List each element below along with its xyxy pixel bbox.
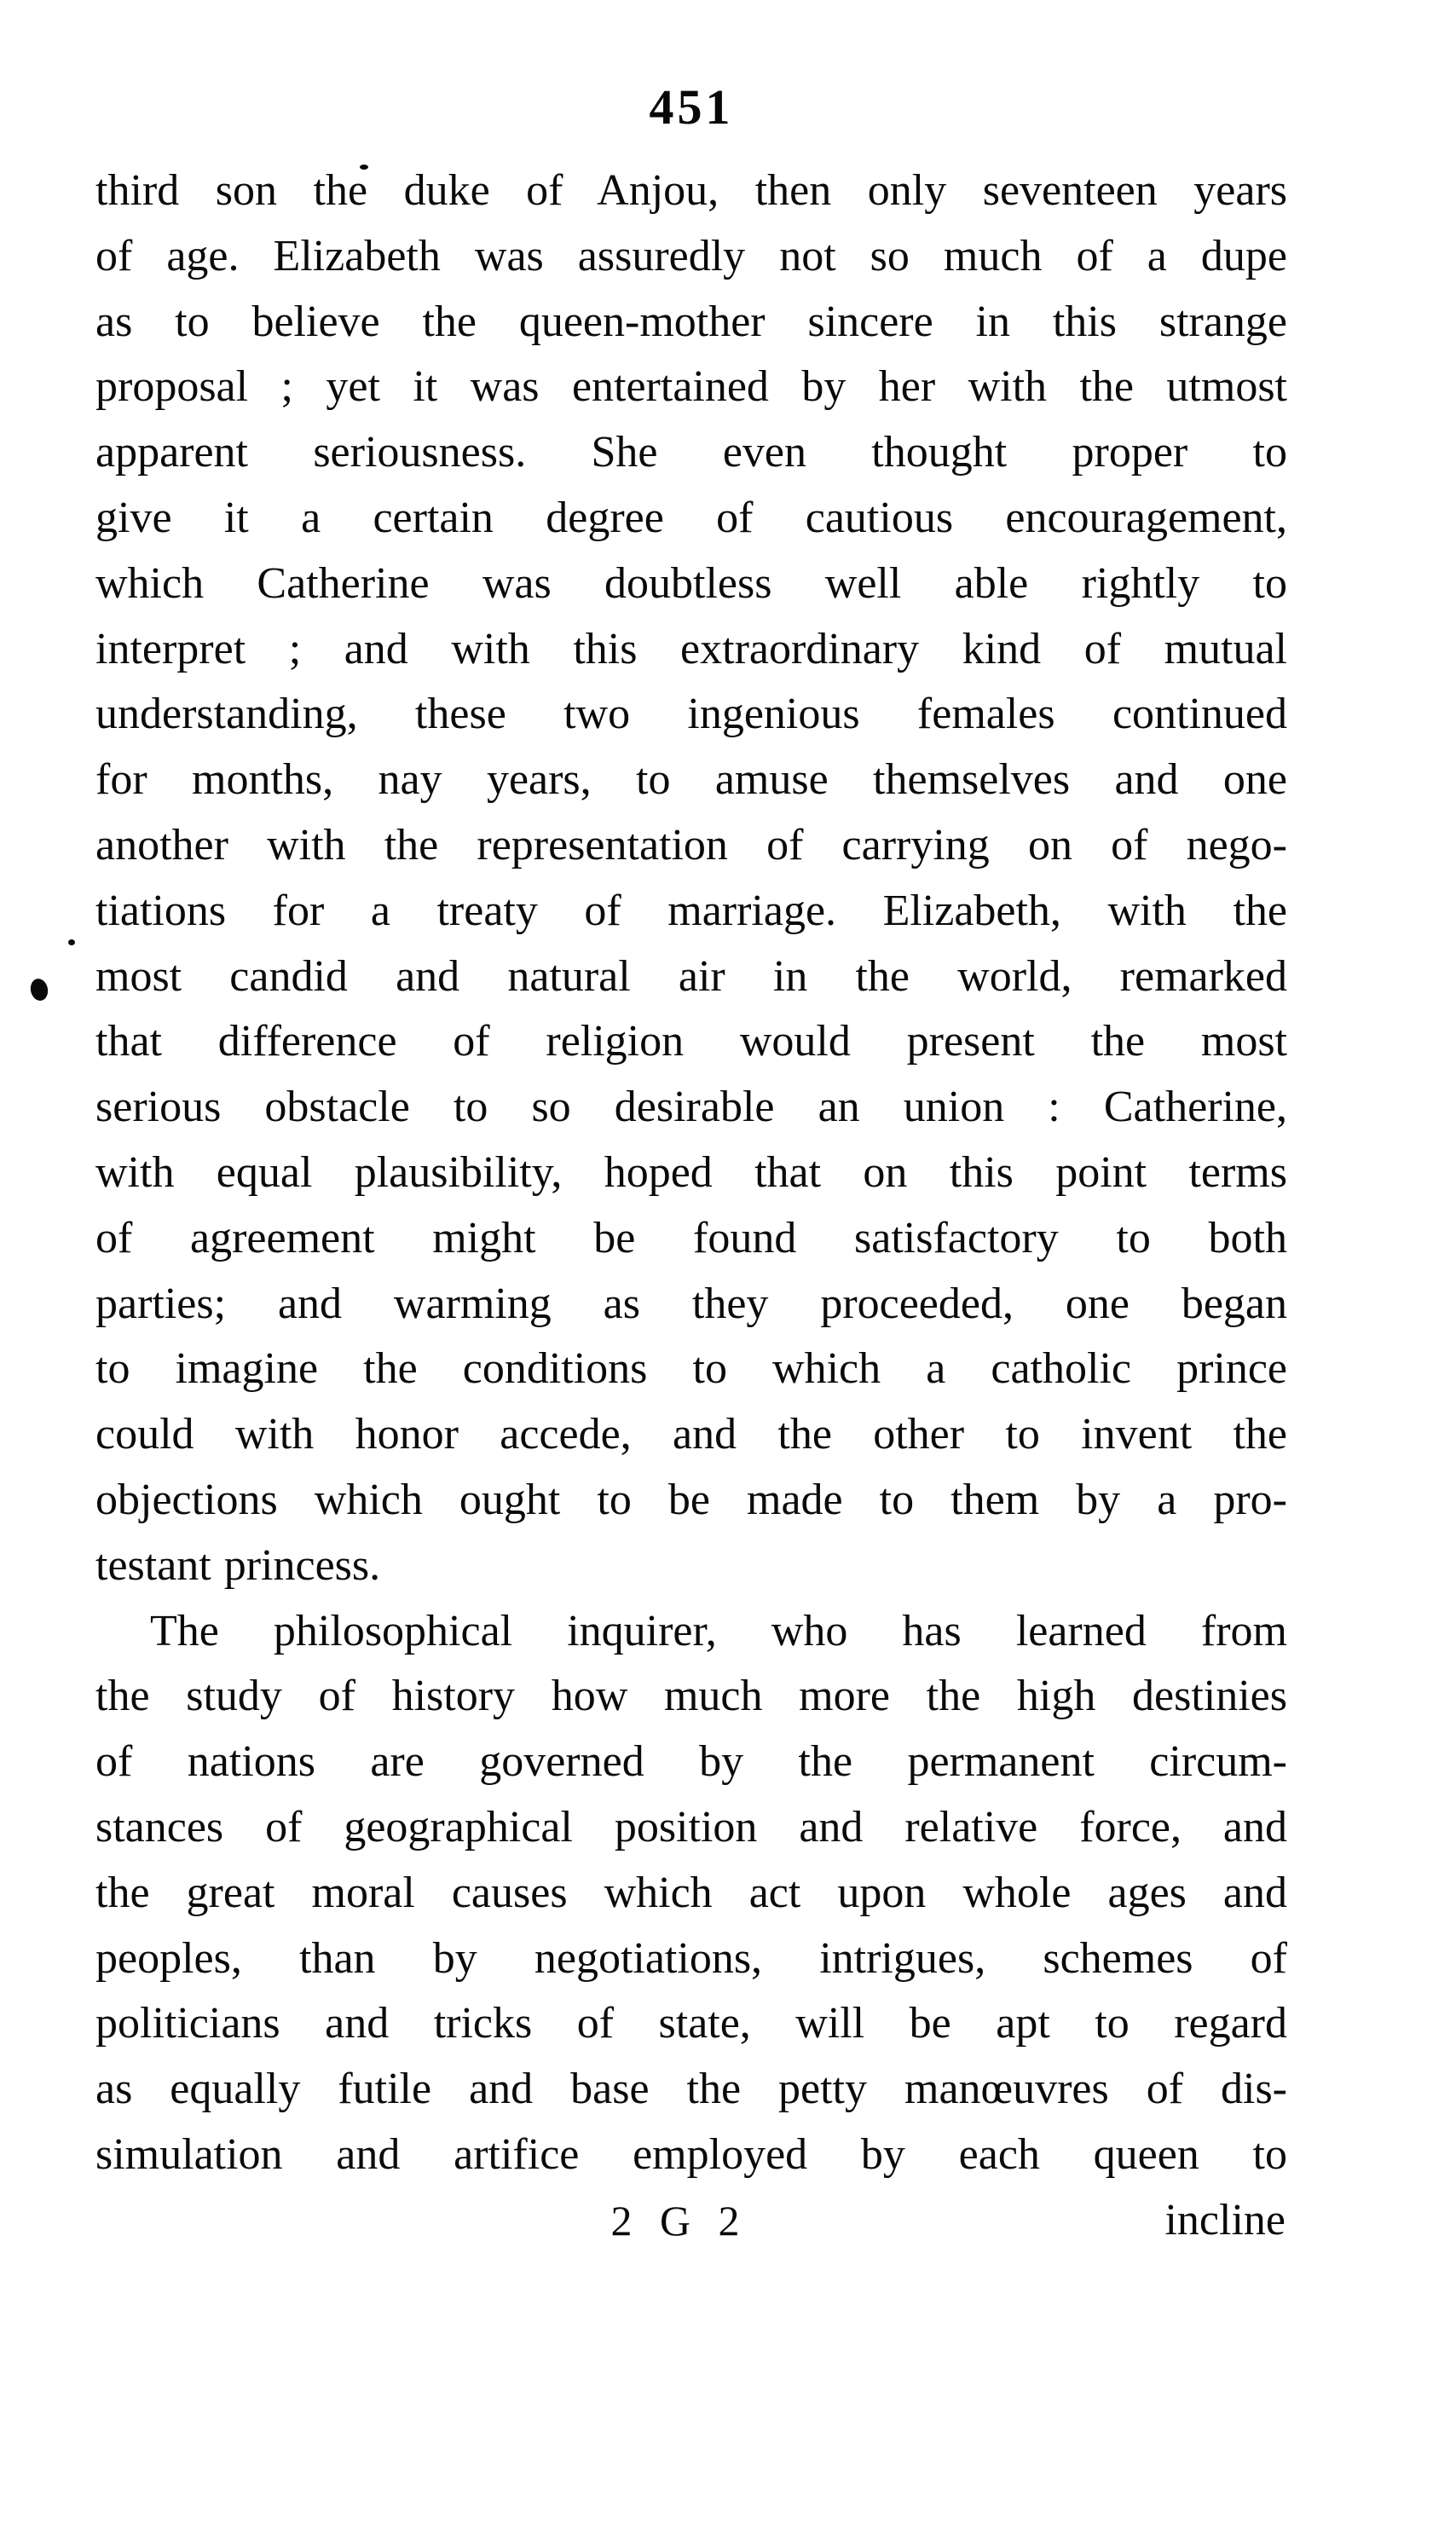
text-line: which Catherine was doubtless well able rightly to (95, 558, 1287, 608)
printer-signature: 2 G 2 (610, 2196, 748, 2244)
page-number: 451 (649, 79, 734, 135)
text-line: the study of history how much more the high destinies (95, 1672, 1287, 1721)
text-line: that difference of religion would present the most (95, 1017, 1287, 1066)
paragraphs-container (95, 159, 1287, 2188)
text-line: another with the representation of carrying on of nego- (95, 820, 1287, 869)
catchword: incline (1164, 2195, 1286, 2244)
text-line: parties; and warming as they proceeded, one began (95, 1279, 1287, 1328)
text-line: stances of geographical position and relative force, and (95, 1802, 1287, 1851)
text-line: third son the duke of Anjou, then only seventeen years (95, 166, 1287, 215)
signature-row (95, 2188, 1287, 2254)
text-line: objections which ought to be made to them by a pro- (95, 1475, 1287, 1524)
text-line: of agreement might be found satisfactory to both (95, 1213, 1287, 1262)
text-line: the great moral causes which act upon whole ages and (95, 1868, 1287, 1917)
text-line: to imagine the conditions to which a catholic prince (95, 1344, 1287, 1394)
text-line: peoples, than by negotiations, intrigues, schemes of (95, 1933, 1287, 1983)
text-line: interpret ; and with this extraordinary kind of mutual (95, 624, 1287, 673)
text-line: for months, nay years, to amuse themselves and one (95, 755, 1287, 805)
text-line: as equally futile and base the petty manœuvres of dis- (95, 2065, 1287, 2114)
text-line: The philosophical inquirer, who has learned from (150, 1606, 1287, 1655)
body-text (95, 159, 1287, 2254)
text-line: understanding, these two ingenious females continued (95, 690, 1287, 739)
text-line: politicians and tricks of state, will be apt to regard (95, 1999, 1287, 2048)
text-line: most candid and natural air in the world, remarked (95, 951, 1287, 1001)
ink-spot (29, 977, 50, 1002)
text-line: tiations for a treaty of marriage. Elizabeth, with the (95, 886, 1287, 935)
text-line: apparent seriousness. She even thought proper to (95, 428, 1287, 477)
text-line: as to believe the queen-mother sincere in this strange (95, 297, 1287, 346)
text-line: of nations are governed by the permanent circum- (95, 1737, 1287, 1787)
text-line: give it a certain degree of cautious encouragement, (95, 493, 1287, 542)
text-line: serious obstacle to so desirable an union : Catherine, (95, 1083, 1287, 1132)
text-line: with equal plausibility, hoped that on this point terms (95, 1147, 1287, 1197)
text-line: simulation and artifice employed by each queen to (95, 2129, 1287, 2179)
text-line: testant princess. (95, 1540, 381, 1590)
text-line: could with honor accede, and the other to invent the (95, 1410, 1287, 1459)
text-line: of age. Elizabeth was assuredly not so much of a dupe (95, 231, 1287, 280)
text-line: proposal ; yet it was entertained by her with the utmost (95, 362, 1287, 412)
ink-spot (68, 939, 75, 945)
